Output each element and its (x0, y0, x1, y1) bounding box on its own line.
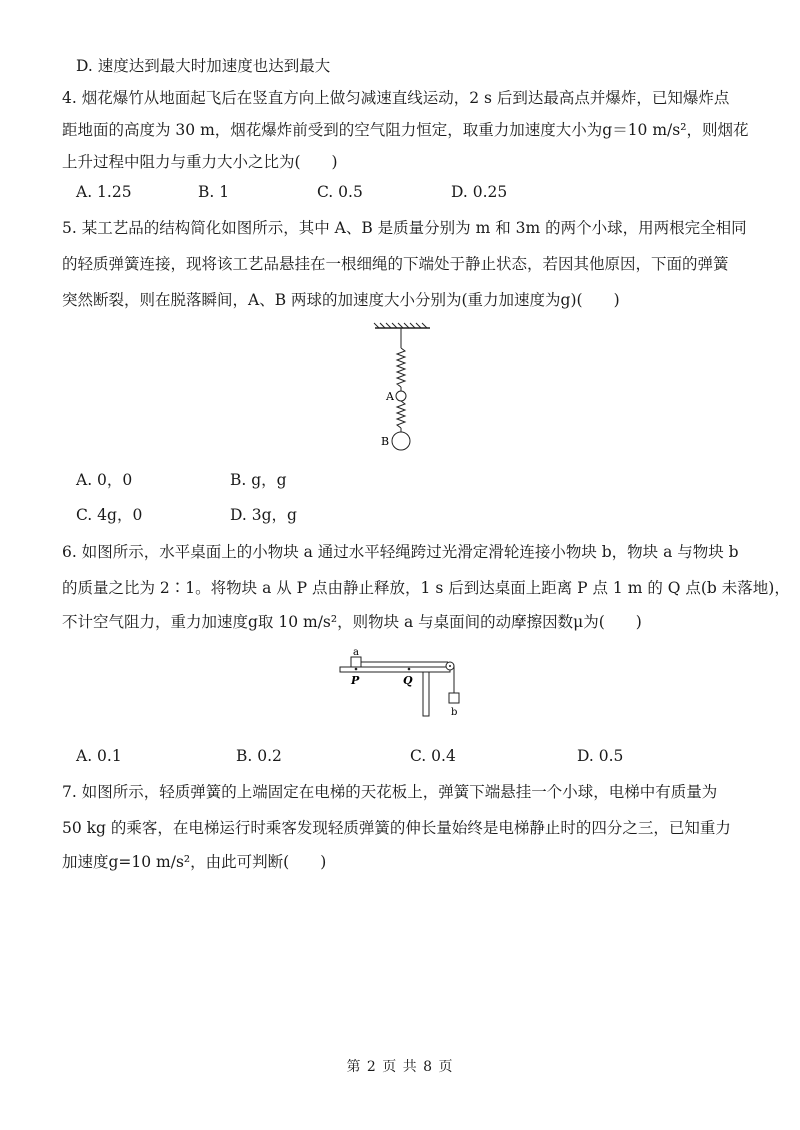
ball-a-label: A (386, 390, 394, 403)
point-q-label: Q (403, 674, 413, 687)
block-b-label: b (451, 707, 458, 718)
option: D. 0.5 (577, 747, 624, 765)
option: A. 0.1 (76, 747, 122, 765)
option: B. g，g (230, 471, 287, 489)
option: A. 0，0 (76, 471, 133, 489)
option: C. 0.5 (317, 183, 363, 201)
point-p-label: P (351, 674, 360, 687)
option: C. 0.4 (410, 747, 456, 765)
option: C. 4g，0 (76, 506, 143, 524)
option: B. 0.2 (236, 747, 282, 765)
option: D. 3g，g (230, 506, 297, 524)
spring-figure (370, 322, 440, 457)
previous-option-d: D. 速度达到最大时加速度也达到最大 (76, 57, 331, 75)
block-a-label: a (353, 647, 359, 658)
option: D. 0.25 (451, 183, 508, 201)
page-footer: 第 2 页 共 8 页 (346, 1059, 454, 1075)
option: A. 1.25 (76, 183, 132, 201)
ball-b-label: B (381, 435, 390, 448)
option: B. 1 (198, 183, 230, 201)
table-pulley-figure (336, 645, 472, 725)
